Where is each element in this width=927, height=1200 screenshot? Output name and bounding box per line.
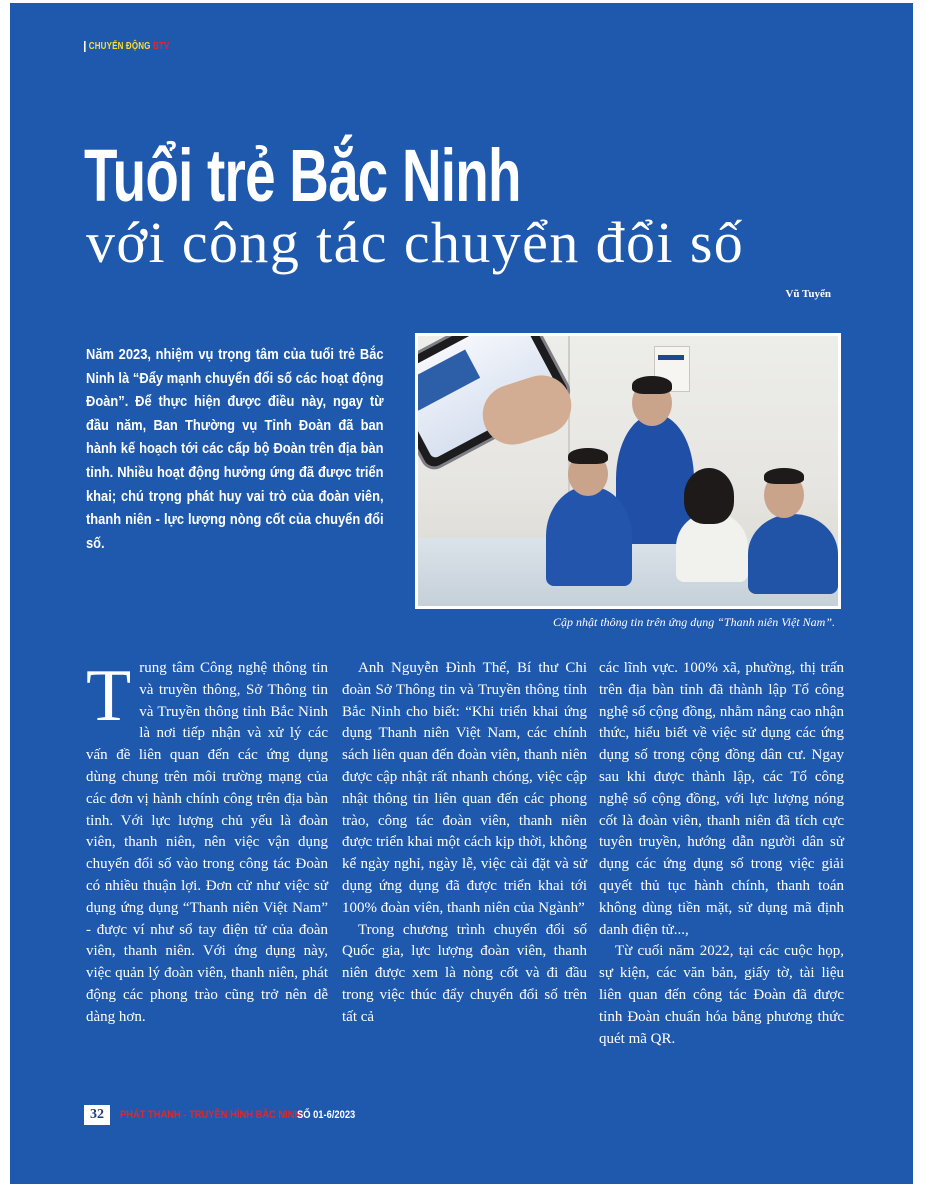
paragraph: Trong chương trình chuyển đổi số Quốc gia, lực lượng đoàn viên, thanh niên được xem là nòng cốt và đi đầu trong việc thúc đẩy chuyển đổi số trên tất cả bbox=[342, 921, 587, 1025]
person-left bbox=[546, 486, 632, 586]
photo-caption: Cập nhật thông tin trên ứng dụng “Thanh niên Việt Nam”. bbox=[553, 615, 835, 629]
paragraph-text: rung tâm Công nghệ thông tin và truyền thông, Sở Thông tin và Truyền thông tỉnh Bắc Ninh là nơi tiếp nhận và xử lý các vấn đề liên quan đến các ứng dụng dùng chung trên môi trường mạng của các đơn vị hành chính công trên địa bàn tỉnh. Với lực lượng chủ yếu là đoàn viên, thanh niên, nên việc vận dụng chuyển đổi số vào trong công tác Đoàn có nhiều thuận lợi. Đơn cử như việc sử dụng ứng dụng “Thanh niên Việt Nam” - được ví như sổ tay điện tử của đoàn viên, thanh niên. Với ứng dụng này, việc quản lý đoàn viên, thanh niên, phát động các phong trào cũng trở nên dễ dàng hơn. bbox=[86, 660, 328, 1025]
section-tag bbox=[84, 41, 169, 52]
page-number: 32 bbox=[84, 1105, 110, 1125]
lead-paragraph bbox=[86, 343, 384, 555]
article-title-line2: với công tác chuyển đổi số bbox=[86, 210, 745, 275]
paragraph: Từ cuối năm 2022, tại các cuộc họp, sự kiện, các văn bản, giấy tờ, tài liệu liên quan đến công tác Đoàn đã được tỉnh Đoàn chuẩn hóa bằng phương thức quét mã QR. bbox=[599, 943, 844, 1047]
page-footer bbox=[84, 1104, 366, 1126]
body-column-1 bbox=[86, 655, 328, 1029]
section-tag-accent: BTV bbox=[152, 41, 170, 52]
body-column-2 bbox=[342, 658, 587, 1029]
magazine-page bbox=[10, 3, 913, 1184]
author-byline: Vũ Tuyển bbox=[785, 288, 831, 300]
drop-cap: T bbox=[86, 655, 132, 737]
issue-number: SỐ 01-6/2023 bbox=[297, 1109, 356, 1121]
section-tag-text: CHUYỂN ĐỘNG bbox=[88, 41, 153, 52]
lead-text: Năm 2023, nhiệm vụ trọng tâm của tuổi trẻ Bắc Ninh là “Đẩy mạnh chuyển đổi số các hoạt động Đoàn”. Để thực hiện được điều này, ngay từ đầu năm, Ban Thường vụ Tỉnh Đoàn đã ban hành kế hoạch tới các cấp bộ Đoàn trên địa bàn tỉnh. Nhiều hoạt động hưởng ứng đã được triển khai; chú trọng phát huy vai trò của đoàn viên, thanh niên - lực lượng nòng cốt của chuyển đổi số. bbox=[86, 346, 384, 552]
article-photo bbox=[415, 333, 841, 609]
paragraph bbox=[86, 655, 328, 1029]
magazine-name: PHÁT THANH - TRUYỀN HÌNH BẮC NINH bbox=[120, 1109, 302, 1121]
paragraph: các lĩnh vực. 100% xã, phường, thị trấn trên địa bàn tỉnh đã thành lập Tổ công nghệ số cộng đồng, nhằm nâng cao nhận thức, hiểu biết về việc sử dụng các ứng dụng số trong cộng đồng dân cư. Ngay sau khi được thành lập, các Tổ công nghệ số cộng đồng, với lực lượng nóng cốt là đoàn viên, thanh niên đã tích cực tuyên truyền, hướng dẫn người dân sử dụng các ứng dụng số trong việc giải quyết thủ tục hành chính, thanh toán không dùng tiền mặt, sử dụng mã định danh điện tử..., bbox=[599, 660, 844, 938]
body-column-3 bbox=[599, 658, 844, 1050]
article-title-line1: Tuổi trẻ Bắc Ninh bbox=[84, 134, 521, 217]
person-right bbox=[748, 514, 838, 594]
paragraph: Anh Nguyễn Đình Thế, Bí thư Chi đoàn Sở Thông tin và Truyền thông tỉnh Bắc Ninh cho biết: “Khi triển khai ứng dụng Thanh niên Việt Nam, các chính sách liên quan đến đoàn viên, thanh niên được cập nhật rất nhanh chóng, việc cập nhật thông tin liên quan đến các phong trào, công tác đoàn viên, thanh niên được triển khai một cách kịp thời, không kể ngày nghỉ, ngày lễ, việc cài đặt và sử dụng ứng dụng đã được triển khai tới 100% đoàn viên, thanh niên của Ngành” bbox=[342, 660, 587, 916]
